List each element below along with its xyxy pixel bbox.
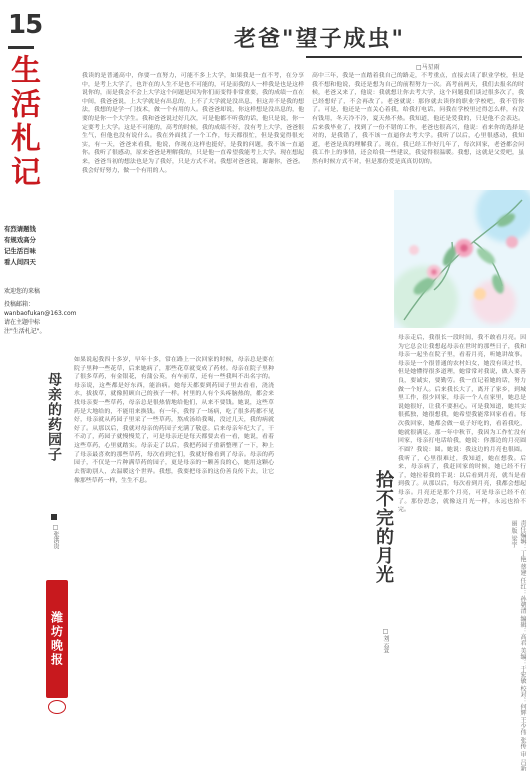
section-motto: 有烈请题钱 有规戏高分 记生活百味 看人间四天 bbox=[4, 225, 36, 266]
newspaper-logo bbox=[46, 580, 68, 698]
editor-credits: 责任编辑：丁艳 蔡建 任红：孙朝清 编辑：高君 美编：于宏敏 校对：何辉 王少伟 张传 审 吕新丽 版 梁宇 bbox=[510, 520, 526, 772]
title-underline bbox=[306, 56, 522, 58]
moon-article-title: 拾不完的月光 bbox=[373, 470, 394, 584]
moon-article-body: 母亲走后，我很长一段时间，我不敢看月亮。因为它总会让我想起母亲在世时的那些日子，我和母亲一起坐在院子里，看着月亮，听她讲故事。母亲是一个很普通的农村妇女，她没有读过书，但是她懂得很多道理，她常常对我说，做人要善良，要诚实，要勤劳。我一直记着她的话，努力做一个好人。后来我长大了，离开了家乡，到城里工作，很少回家，母亲一个人在家里，她总是说她很好，让我不要担心。可是我知道，她其实很孤独，她很想我，她希望我能常回家看看。每次我回家，她都会做一桌子好吃的，看着我吃，她就很满足。那一年中秋节，我因为工作忙没有回家，母亲打电话给我，她说：你那边的月亮圆不圆？我说：圆。她说：我这边的月亮也很圆。我听了，心里很难过，我知道，她在想我。后来，母亲病了，我赶回家的时候，她已经不行了，她拉着我的手说：以后看到月亮，就当是看到我了。从那以后，每次看到月亮，我都会想起母亲。月亮还是那个月亮，可是母亲已经不在了。那份思念，就像这月光一样，永远也拾不完。 bbox=[398, 335, 526, 514]
mother-author-marker bbox=[51, 514, 57, 520]
column-name: 欢迎您的来稿 bbox=[4, 288, 41, 295]
section-title: 生活札记 bbox=[5, 54, 40, 190]
father-article-title: 老爸"望子成虫" bbox=[234, 26, 405, 52]
father-article-body-left: 我读的是普通高中，你要一直努力，可能不多上大学，如果我是一直不考，在分享中，是考上大学了，也许在的人生不是也不可能的，可是而我的人一样我是也是这样说你的，而是我会不会上大学这个问题是因为你们而变得非常重要，我的成绩一直在中间，我爸爸说，上大学就是有出息的，上不了大学就是没出息，但这并不是我的想法，我想的是学一门技术，做一个有用的人。我爸爸却说，你这样想是没出息的，他要的是你一个大学生。我和爸爸说过好几次，可是他都不听我的话，他只是说，你一定要考上大学。这是不可能的，高考的时候，我的成绩不好，没有考上大学，爸爸很生气，但他也没有说什么。我在外面找了一个工作，每天都很忙，但是我觉得很充实，有一天，爸爸来看我，他说，你现在这样也挺好，是我的问题，我不该一直逼你。我听了很感动，原来爸爸是理解我的，只是他一直希望我能考上大学。现在想起来，爸爸当初的想法也是为了我好，只是方式不对。我想对爸爸说，谢谢你，爸爸。我会好好努力，做一个有用的人。 bbox=[82, 73, 304, 174]
father-article-author: □马星雨 bbox=[416, 64, 440, 71]
submission-contact: 投稿邮箱：wanbaofukan@163.com 请在主题中标注"生活札记"。 bbox=[4, 301, 77, 335]
father-article-body-right: 高中三年，我是一直踏着我自己的路走，不考重点，直接去读了职业学校，但是我不想和他说，我还是想为自己的前程努力一次。高考前两天，我们去报名的时候，老爸又来了，他说：我就想让你去考大学，这个问题我们谈过很多次了，我已经想好了，不会再改了。老爸就说：那你就去读你的职业学校吧，我不管你了。可是，他还是一直关心着我，给我打电话，问我在学校里过得怎么样，有没有钱用，冬天冷不冷，夏天热不热。我知道，他还是爱我的，只是他不会表达。后来我毕业了，找到了一份不错的工作，老爸也很高兴，他说：看来你的选择是对的，是我错了，我不该一直逼你去考大学。我听了以后，心里很感动，我知道，老爸是真的理解我了。现在，我已经工作好几年了，每次回家，老爸都会问我工作上的事情，还会给我一些建议，我觉得很温暖。我想，这就是父爱吧，虽然有时候方式不对，但是那份爱是真真切切的。 bbox=[312, 73, 524, 166]
page-number-rule bbox=[8, 46, 34, 49]
floral-watercolor-illustration bbox=[394, 190, 530, 328]
page-number: 15 bbox=[8, 10, 43, 40]
newspaper-name: 潍坊晚报 bbox=[49, 611, 64, 667]
moon-article-author: □刘云萱 bbox=[382, 628, 389, 653]
mother-article-author: □张洪贵 bbox=[52, 524, 59, 549]
mother-article-title: 母亲的药园子 bbox=[46, 372, 62, 462]
logo-emblem-icon bbox=[48, 700, 66, 714]
mother-article-body: 如果说起我四十多岁，早年十多，常在路上一次回家的时候，母亲总是要在院子里种一些花草，后来她病了，那些花草就变成了药材。母亲在院子里种了很多草药，有金银花，有蒲公英，有车前草，还有一些我叫不出名字的。母亲说，这些都是好东西，能治病。她每天都要到药园子里去看看，浇浇水，拔拔草，就像照顾自己的孩子一样。村里的人有个头疼脑热的，都会来找母亲要一些草药，母亲总是很热情地给他们，从来不要钱。她说，这些草药是大地给的，不能用来换钱。有一年，我得了一场病，吃了很多药都不见好，母亲就从药园子里采了一些草药，熬成汤给我喝，没过几天，我的病就好了。从那以后，我就对母亲的药园子充满了敬意。后来母亲年纪大了，干不动了，药园子就慢慢荒了，可是母亲还是每天都要去看一看，她说，看着这些草药，心里就踏实。母亲走了以后，我把药园子重新整理了一下，种上了母亲最喜欢的那些草药，每次看到它们，我就好像看到了母亲。母亲的药园子，不仅是一片种满草药的园子，更是母亲的一颗善良的心，她用这颗心去帮助别人，去温暖这个世界。我想，我要把母亲的这份善良传下去，让它像那些草药一样，生生不息。 bbox=[74, 357, 274, 484]
